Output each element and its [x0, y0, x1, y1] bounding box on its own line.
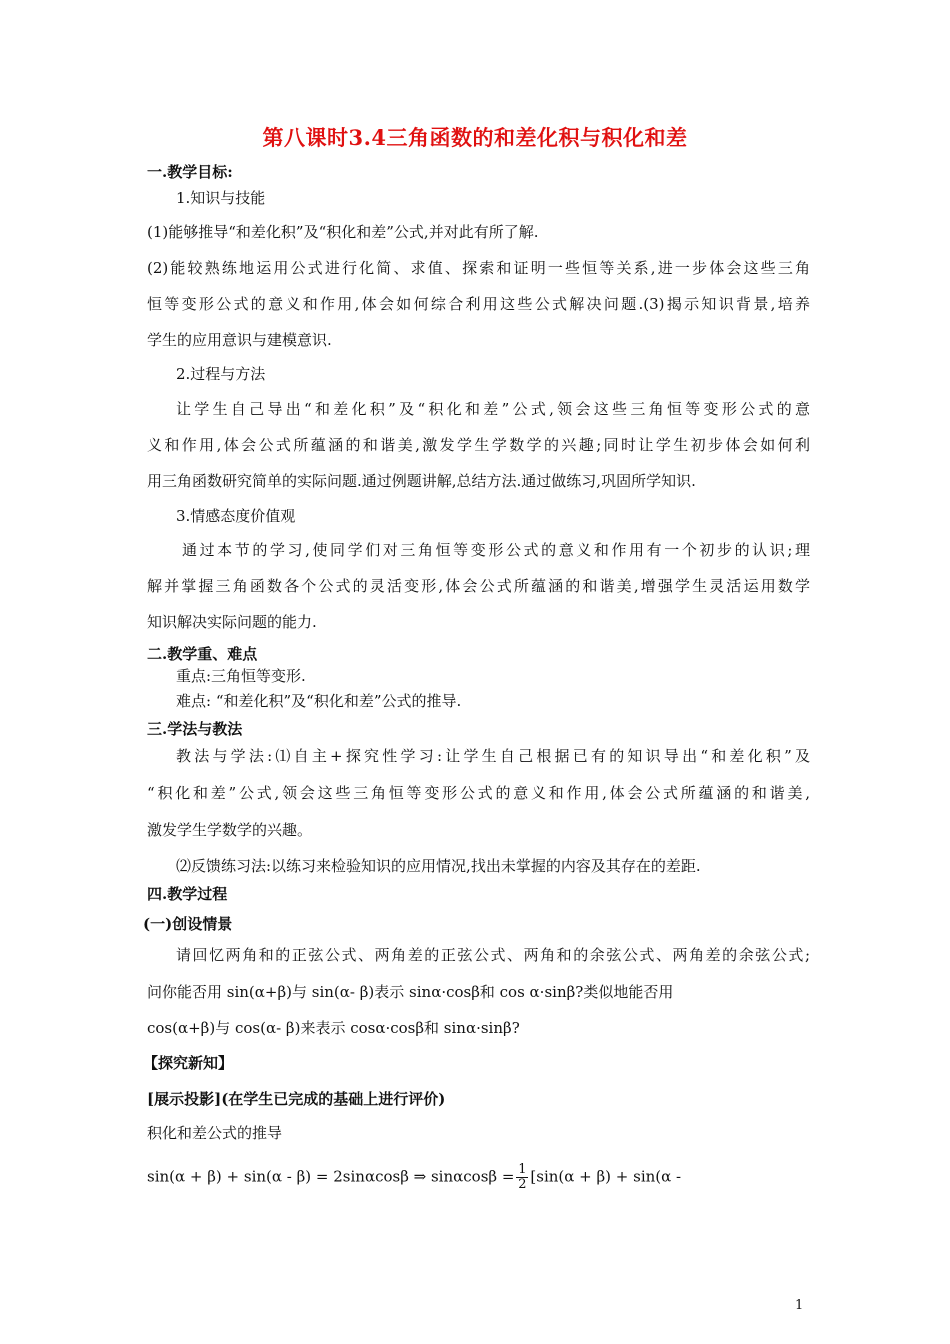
section-2-heading: 二.教学重、难点	[147, 645, 258, 663]
subheading-knowledge: 1.知识与技能	[176, 189, 266, 207]
product-to-sum-formula	[147, 1163, 810, 1192]
page-title: 第八课时3.4三角函数的和差化积与积化和差	[262, 125, 688, 150]
paragraph-line: “积化和差”公式,领会这些三角恒等变形公式的意义和作用,体会公式所蕴涵的和谐美,	[147, 784, 810, 802]
paragraph-line: 通过本节的学习,使同学们对三角恒等变形公式的意义和作用有一个初步的认识;理	[182, 541, 810, 559]
paragraph-line: (2)能较熟练地运用公式进行化简、求值、探索和证明一些恒等关系,进一步体会这些三角	[147, 259, 810, 277]
subheading-process: 2.过程与方法	[176, 365, 266, 383]
paragraph-line: 恒等变形公式的意义和作用,体会如何综合利用这些公式解决问题.(3)揭示知识背景,培养	[147, 295, 810, 313]
paragraph-line: 义和作用,体会公式所蕴涵的和谐美,激发学生学数学的兴趣;同时让学生初步体会如何利	[147, 436, 810, 454]
paragraph-line: cos(α+β)与 cos(α- β)来表示 cosα·cosβ和 sinα·sinβ?	[147, 1019, 520, 1037]
paragraph-line: 学生的应用意识与建模意识.	[147, 331, 332, 349]
paragraph-line: 激发学生学数学的兴趣。	[147, 821, 313, 839]
paragraph-line: 问你能否用 sin(α+β)与 sin(α- β)表示 sinα·cosβ和 cos α·sinβ?类似地能否用	[147, 983, 674, 1001]
paragraph-line: 请回忆两角和的正弦公式、两角差的正弦公式、两角和的余弦公式、两角差的余弦公式;	[176, 946, 810, 964]
section-3-heading: 三.学法与教法	[147, 720, 243, 738]
formula-left: sin(α + β) + sin(α - β) = 2sinαcosβ ⇒ sinαcosβ =	[147, 1167, 515, 1186]
formula-right: [sin(α + β) + sin(α -	[530, 1167, 682, 1186]
projection-note: [展示投影](在学生已完成的基础上进行评价)	[147, 1090, 446, 1108]
derivation-label: 积化和差公式的推导	[147, 1124, 283, 1142]
paragraph: (1)能够推导“和差化积”及“积化和差”公式,并对此有所了解.	[147, 223, 539, 241]
key-point: 重点:三角恒等变形.	[176, 667, 306, 685]
paragraph-line: 用三角函数研究简单的实际问题.通过例题讲解,总结方法.通过做练习,巩固所学知识.	[147, 472, 696, 490]
paragraph-line: 知识解决实际问题的能力.	[147, 613, 317, 631]
fraction-one-half: $\frac{1}{2}$	[518, 1162, 527, 1192]
section-4-heading: 四.教学过程	[147, 885, 228, 903]
page-number: 1	[795, 1298, 804, 1313]
paragraph: ⑵反馈练习法:以练习来检验知识的应用情况,找出未掌握的内容及其存在的差距.	[176, 857, 701, 875]
explore-heading: 【探究新知】	[143, 1054, 234, 1072]
subheading-scenario: (一)创设情景	[143, 915, 233, 933]
subheading-attitude: 3.情感态度价值观	[176, 507, 296, 525]
difficult-point: 难点: “和差化积”及“积化和差”公式的推导.	[176, 692, 462, 710]
paragraph-line: 解并掌握三角函数各个公式的灵活变形,体会公式所蕴涵的和谐美,增强学生灵活运用数学	[147, 577, 810, 595]
paragraph-line: 教法与学法:⑴自主+探究性学习:让学生自己根据已有的知识导出“和差化积”及	[176, 747, 810, 765]
section-1-heading: 一.教学目标:	[147, 163, 233, 181]
paragraph-line: 让学生自己导出“和差化积”及“积化和差”公式,领会这些三角恒等变形公式的意	[176, 400, 810, 418]
